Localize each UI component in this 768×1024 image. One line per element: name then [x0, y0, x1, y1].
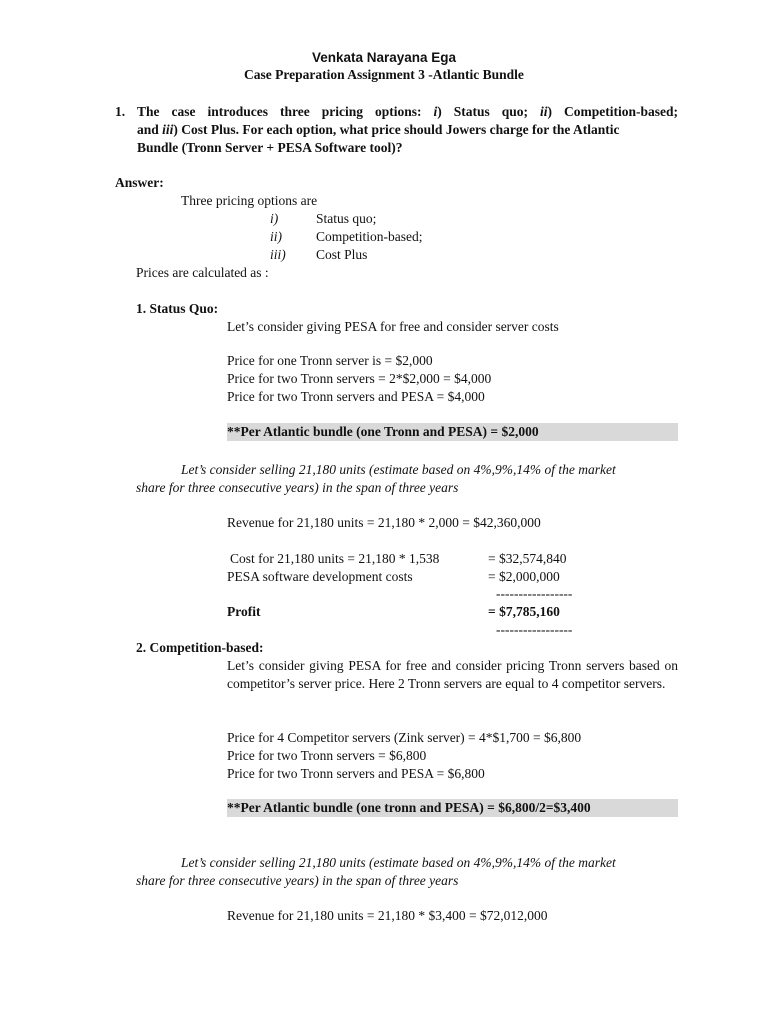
question-line-3: Bundle (Tronn Server + PESA Software tool)?: [137, 140, 403, 155]
author-name: Venkata Narayana Ega: [311, 50, 457, 65]
selling-assumption-line-2: share for three consecutive years) in the span of three years: [136, 480, 459, 495]
bundle-price-highlight: **Per Atlantic bundle (one tronn and PESA) = $6,800/2=$3,400: [227, 799, 678, 817]
revenue-line: Revenue for 21,180 units = 21,180 * $3,400 = $72,012,000: [227, 908, 548, 923]
dev-cost-label: PESA software development costs: [227, 569, 413, 584]
selling-assumption-line-2: share for three consecutive years) in the span of three years: [136, 873, 459, 888]
sum-divider: -----------------: [496, 622, 573, 637]
sum-divider: -----------------: [496, 586, 573, 601]
question-line-1: The case introduces three pricing options: i) Status quo; ii) Competition-based;: [137, 104, 678, 119]
cost-value: = $32,574,840: [488, 551, 567, 566]
document-title: Case Preparation Assignment 3 -Atlantic Bundle: [244, 67, 524, 82]
price-line: Price for 4 Competitor servers (Zink server) = 4*$1,700 = $6,800: [227, 730, 582, 745]
revenue-line: Revenue for 21,180 units = 21,180 * 2,000 = $42,360,000: [227, 515, 541, 530]
option-number: ii): [270, 229, 282, 244]
competition-heading: 2. Competition-based:: [136, 640, 264, 655]
price-line: Price for two Tronn servers = 2*$2,000 = $4,000: [227, 371, 492, 386]
bundle-price-highlight: **Per Atlantic bundle (one Tronn and PESA) = $2,000: [227, 423, 678, 441]
status-quo-heading: 1. Status Quo:: [136, 301, 219, 316]
option-number: i): [270, 211, 279, 226]
question-number: 1.: [115, 104, 126, 119]
options-intro: Three pricing options are: [181, 193, 318, 208]
answer-label: Answer:: [115, 175, 164, 190]
price-line: Price for one Tronn server is = $2,000: [227, 353, 433, 368]
price-line: Price for two Tronn servers and PESA = $4,000: [227, 389, 485, 404]
calc-intro: Prices are calculated as :: [136, 265, 269, 280]
profit-label: Profit: [227, 604, 261, 619]
profit-value: = $7,785,160: [488, 604, 560, 619]
status-quo-assumption: Let’s consider giving PESA for free and consider server costs: [227, 319, 559, 334]
option-number: iii): [270, 247, 286, 262]
price-line: Price for two Tronn servers = $6,800: [227, 748, 427, 763]
question-line-2: and iii) Cost Plus. For each option, what price should Jowers charge for the Atlantic: [137, 122, 620, 137]
competition-assumption: Let’s consider giving PESA for free and consider pricing Tronn servers based on competitor’s server price. Here 2 Tronn servers are equal to 4 competitor servers.: [227, 658, 678, 691]
option-text: Competition-based;: [316, 229, 423, 244]
option-text: Status quo;: [316, 211, 377, 226]
selling-assumption-line-1: Let’s consider selling 21,180 units (estimate based on 4%,9%,14% of the market: [181, 855, 616, 870]
price-line: Price for two Tronn servers and PESA = $6,800: [227, 766, 485, 781]
cost-label: Cost for 21,180 units = 21,180 * 1,538: [230, 551, 440, 566]
selling-assumption-line-1: Let’s consider selling 21,180 units (estimate based on 4%,9%,14% of the market: [181, 462, 616, 477]
dev-cost-value: = $2,000,000: [488, 569, 560, 584]
option-text: Cost Plus: [316, 247, 368, 262]
